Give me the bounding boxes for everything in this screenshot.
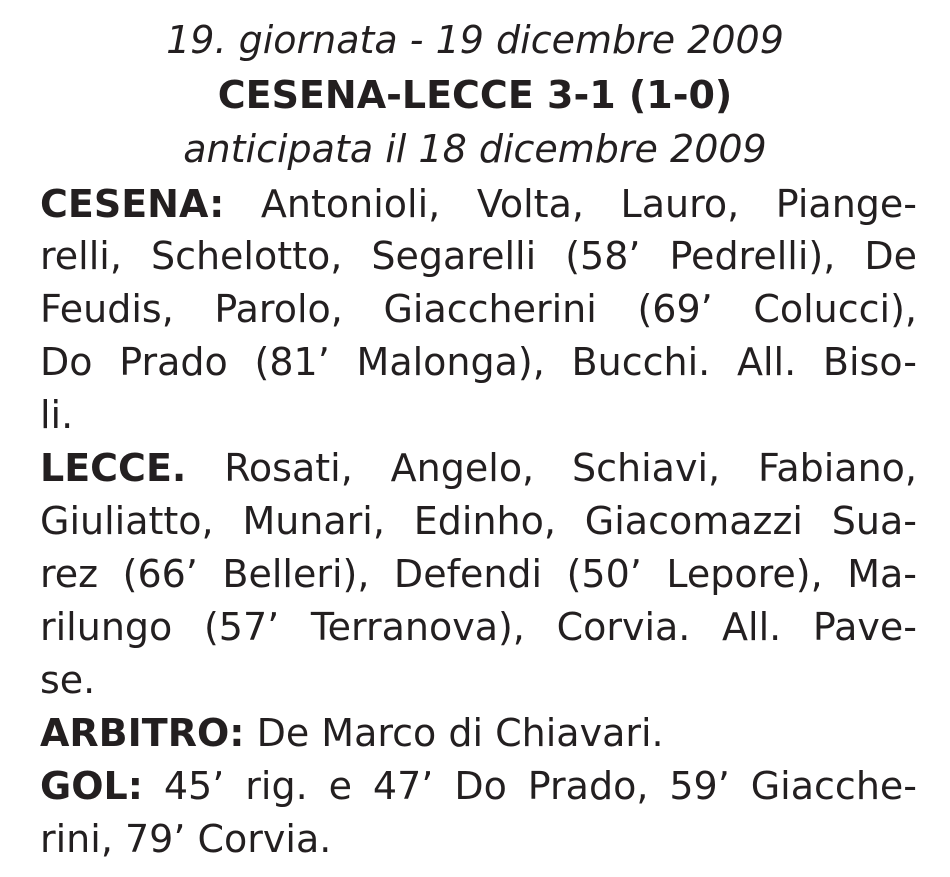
anticipation-note: anticipata il 18 dicembre 2009 [183,127,767,171]
lecce-text-1: Rosati, Angelo, Schiavi, Fabiano, [224,446,917,490]
cesena-label: CESENA: [40,182,225,226]
lecce-line-1 [40,445,917,491]
goals-label: GOL: [40,764,143,808]
goals-line-2: rini, 79’ Corvia. [40,817,332,861]
referee-label: ARBITRO: [40,711,245,755]
cesena-line-1 [40,181,917,227]
goals-line-1 [40,763,917,809]
lecce-line-5: se. [40,658,96,702]
lecce-line-2: Giuliatto, Munari, Edinho, Giacomazzi Sua- [40,499,917,543]
referee-text: De Marco di Chiavari. [256,711,664,755]
cesena-line-4: Do Prado (81’ Malonga), Bucchi. All. Biso- [40,340,917,384]
lecce-line-4: rilungo (57’ Terranova), Corvia. All. Pave- [40,605,917,649]
lecce-line-3: rez (66’ Belleri), Defendi (50’ Lepore), Ma- [40,552,917,596]
cesena-line-5: li. [40,393,74,437]
cesena-text-1: Antonioli, Volta, Lauro, Piange- [260,182,917,226]
cesena-line-3: Feudis, Parolo, Giaccherini (69’ Colucci), [40,287,917,331]
lecce-label: LECCE. [40,446,187,490]
cesena-line-2: relli, Schelotto, Segarelli (58’ Pedrelli), De [40,234,917,278]
matchday-line: 19. giornata - 19 dicembre 2009 [166,18,784,62]
referee-line [40,710,917,756]
match-result-title: CESENA-LECCE 3-1 (1-0) [217,73,733,117]
goals-text-1: 45’ rig. e 47’ Do Prado, 59’ Giacche- [163,764,917,808]
